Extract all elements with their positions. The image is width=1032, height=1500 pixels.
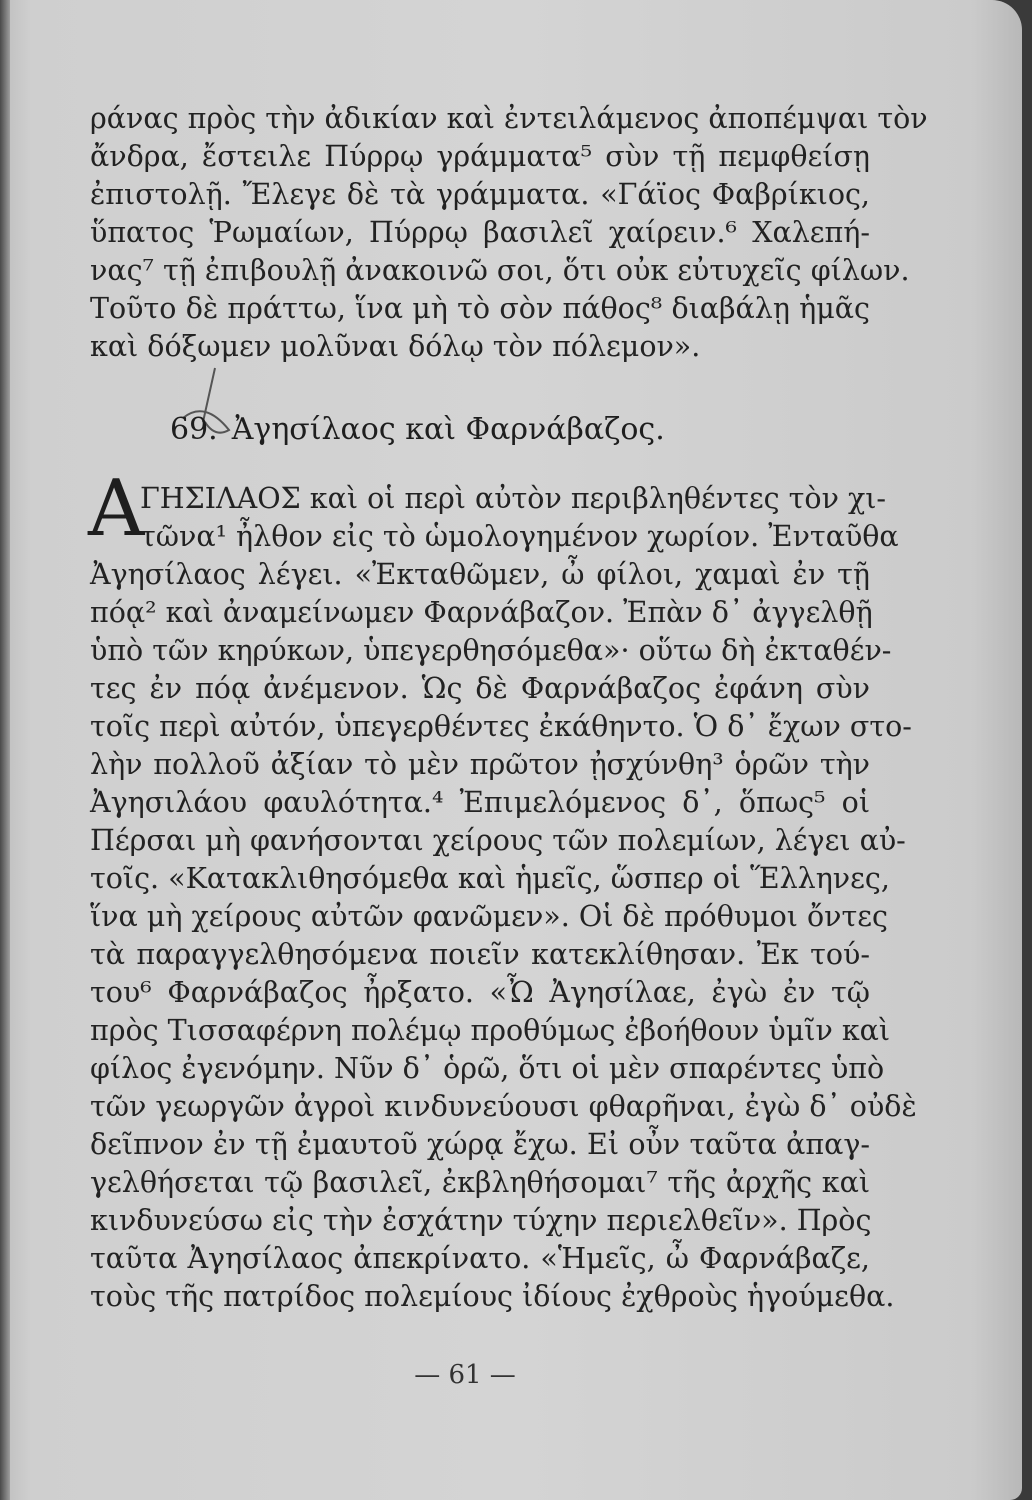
text-line: καὶ δόξωμεν μολῦναι δόλῳ τὸν πόλεμον». — [90, 330, 701, 363]
section-heading — [170, 412, 665, 447]
text-line: φίλος ἐγενόμην. Νῦν δ᾽ ὁρῶ, ὅτι οἱ μὲν σπαρέντες ὑπὸ — [90, 1052, 885, 1085]
text-line: ὑπὸ τῶν κηρύκων, ὑπεγερθησόμεθα»· οὕτω δὴ ἐκταθέν- — [90, 634, 892, 667]
text-line: ταῦτα Ἀγησίλαος ἀπεκρίνατο. «Ἡμεῖς, ὦ Φαρνάβαζε, — [90, 1242, 870, 1275]
text-line: του⁶ Φαρνάβαζος ἦρξατο. «Ὦ Ἀγησίλαε, ἐγὼ ἐν τῷ — [90, 976, 870, 1009]
text-line: τοῖς. «Κατακλιθησόμεθα καὶ ἡμεῖς, ὥσπερ οἱ Ἕλληνες, — [90, 862, 890, 895]
text-line: λὴν πολλοῦ ἀξίαν τὸ μὲν πρῶτον ᾐσχύνθη³ ὁρῶν τὴν — [90, 748, 870, 781]
text-line: ἄνδρα, ἔστειλε Πύρρῳ γράμματα⁵ σὺν τῇ πεμφθείσῃ — [90, 140, 870, 173]
text-line: Τοῦτο δὲ πράττω, ἵνα μὴ τὸ σὸν πάθος⁸ διαβάλῃ ἡμᾶς — [90, 292, 870, 325]
text-line: δεῖπνον ἐν τῇ ἐμαυτοῦ χώρᾳ ἔχω. Εἰ οὖν ταῦτα ἀπαγ- — [90, 1128, 870, 1161]
text-line: ἐπιστολῇ. Ἔλεγε δὲ τὰ γράμματα. «Γάϊος Φαβρίκιος, — [90, 178, 870, 211]
text-line: Ἀγησιλάου φαυλότητα.⁴ Ἐπιμελόμενος δ᾽, ὅπως⁵ οἱ — [90, 786, 870, 819]
text-line: ὕπατος Ῥωμαίων, Πύρρῳ βασιλεῖ χαίρειν.⁶ Χαλεπή- — [90, 216, 870, 249]
section-title: Ἀγησίλαος καὶ Φαρνάβαζος. — [231, 412, 665, 447]
text-line: τῶν γεωργῶν ἀγροὶ κινδυνεύουσι φθαρῆναι, ἐγὼ δ᾽ οὐδὲ — [90, 1090, 917, 1123]
text-line: νας⁷ τῇ ἐπιβουλῇ ἀνακοινῶ σοι, ὅτι οὐκ εὐτυχεῖς φίλων. — [90, 254, 910, 287]
text-line: τοὺς τῆς πατρίδος πολεμίους ἰδίους ἐχθροὺς ἡγούμεθα. — [90, 1280, 895, 1313]
text-line: τῶνα¹ ἦλθον εἰς τὸ ὡμολογημένον χωρίον. Ἐνταῦθα — [140, 520, 899, 553]
text-line: κινδυνεύσω εἰς τὴν ἐσχάτην τύχην περιελθεῖν». Πρὸς — [90, 1204, 872, 1237]
text-line: τοῖς περὶ αὐτόν, ὑπεγερθέντες ἐκάθηντο. Ὁ δ᾽ ἔχων στο- — [90, 710, 912, 743]
page-number: — 61 — — [414, 1360, 516, 1390]
section-number: 69. — [170, 412, 218, 447]
text-line: πρὸς Τισσαφέρνη πολέμῳ προθύμως ἐβοήθουν ὑμῖν καὶ — [90, 1014, 891, 1047]
text-line: γελθήσεται τῷ βασιλεῖ, ἐκβληθήσομαι⁷ τῆς ἀρχῆς καὶ — [90, 1166, 870, 1199]
page-binding-edge — [0, 0, 10, 1500]
text-line: πόᾳ² καὶ ἀναμείνωμεν Φαρνάβαζον. Ἐπὰν δ᾽ ἀγγελθῇ — [90, 596, 873, 629]
text-line: Πέρσαι μὴ φανήσονται χείρους τῶν πολεμίων, λέγει αὐ- — [90, 824, 906, 857]
text-line: ΓΗΣΙΛΑΟΣ καὶ οἱ περὶ αὐτὸν περιβληθέντες τὸν χι- — [140, 482, 887, 515]
text-line: ράνας πρὸς τὴν ἀδικίαν καὶ ἐντειλάμενος ἀποπέμψαι τὸν — [90, 102, 928, 135]
text-line: Ἀγησίλαος λέγει. «Ἐκταθῶμεν, ὦ φίλοι, χαμαὶ ἐν τῇ — [90, 558, 870, 591]
drop-cap: Α — [88, 464, 145, 554]
text-line: τες ἐν πόᾳ ἀνέμενον. Ὡς δὲ Φαρνάβαζος ἐφάνη σὺν — [90, 672, 870, 705]
text-line: ἵνα μὴ χείρους αὐτῶν φανῶμεν». Οἱ δὲ πρόθυμοι ὄντες — [90, 900, 888, 933]
text-line: τὰ παραγγελθησόμενα ποιεῖν κατεκλίθησαν. Ἐκ τού- — [90, 938, 870, 971]
